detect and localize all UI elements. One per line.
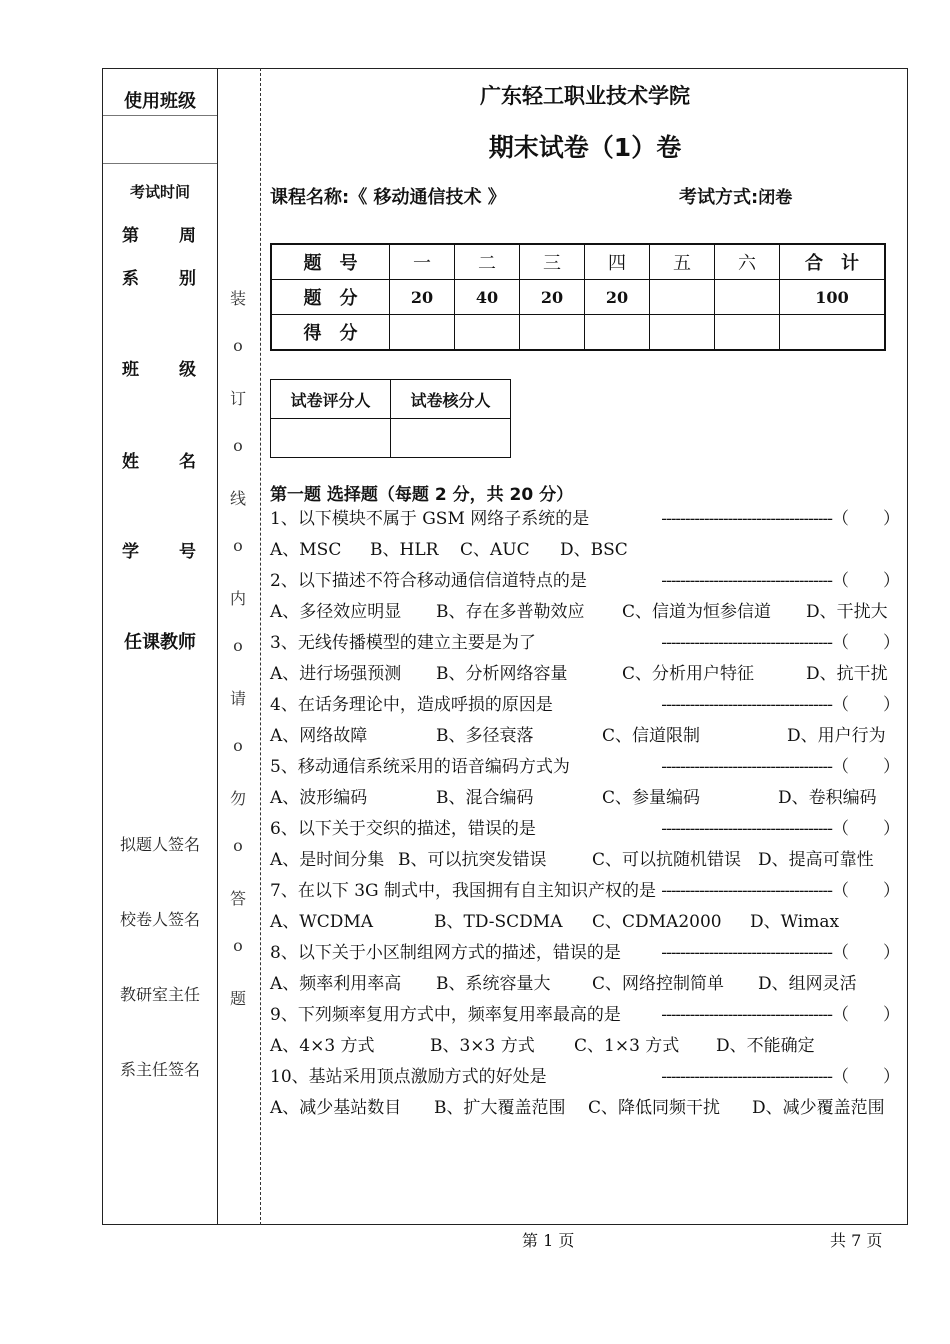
exam-mode: 考试方式:闭卷: [679, 187, 793, 208]
binding-char: 题: [229, 989, 246, 1008]
option-b: B、TD-SCDMA: [434, 912, 563, 932]
option-d: D、减少覆盖范围: [752, 1098, 885, 1118]
option-row: [270, 847, 900, 873]
divider: [103, 163, 217, 164]
binding-char: 答: [229, 889, 246, 908]
option-c: C、1×3 方式: [574, 1036, 680, 1056]
school-name: 广东轻工职业技术学院: [480, 84, 690, 108]
answer-blank[interactable]: （ ）: [832, 695, 900, 715]
score-cell[interactable]: [780, 315, 886, 351]
binding-line-divider: [260, 68, 261, 1225]
option-a: A、是时间分集: [270, 850, 385, 870]
option-row: [270, 661, 900, 687]
leader-dashes: ------------------------------------: [661, 571, 832, 591]
reviewer-signature-cell[interactable]: [391, 419, 511, 458]
binding-char: 内: [229, 589, 246, 608]
setter-signature-label: 拟题人签名: [119, 835, 200, 854]
binding-char: 请: [229, 689, 246, 708]
question-stem: 9、下列频率复用方式中，频率复用率最高的是 ------------------------------------ （ ）: [270, 1002, 900, 1028]
option-a: A、频率利用率高: [270, 974, 402, 994]
option-d: D、组网灵活: [758, 974, 857, 994]
question-stem: 6、以下关于交织的描述，错误的是 ------------------------------------ （ ）: [270, 816, 900, 842]
table-row: 题 号 一 二 三 四 五 六 合 计: [271, 244, 885, 280]
option-b: B、可以抗突发错误: [398, 850, 547, 870]
class-label: 使用班级: [124, 91, 196, 112]
score-cell[interactable]: [520, 315, 585, 351]
name-field: 姓 名: [122, 452, 196, 472]
question-stem: 5、移动通信系统采用的语音编码方式为 ------------------------------------ （ ）: [270, 754, 900, 780]
option-a: A、进行场强预测: [270, 664, 402, 684]
option-d: D、Wimax: [750, 912, 840, 932]
binding-char: 订: [229, 389, 246, 408]
option-d: D、抗干扰: [806, 664, 888, 684]
option-d: D、提高可靠性: [758, 850, 874, 870]
table-row: 得 分: [271, 315, 885, 351]
answer-blank[interactable]: （ ）: [832, 943, 900, 963]
option-c: C、可以抗随机错误: [592, 850, 742, 870]
score-cell[interactable]: [455, 315, 520, 351]
leader-dashes: ------------------------------------: [661, 881, 832, 901]
course-name: 课程名称:《 移动通信技术 》: [270, 187, 506, 208]
teacher-label: 任课教师: [124, 632, 196, 653]
option-d: D、不能确定: [716, 1036, 815, 1056]
week-field: 第 周: [122, 226, 196, 246]
option-b: B、分析网络容量: [436, 664, 568, 684]
divider: [103, 115, 217, 116]
option-c: C、CDMA2000: [592, 912, 722, 932]
option-row: [270, 785, 900, 811]
page-number: 第 1 页: [522, 1231, 575, 1250]
question-stem: 10、基站采用顶点激励方式的好处是 ------------------------------------ （ ）: [270, 1064, 900, 1090]
grader-table: [270, 379, 511, 458]
student-id-field: 学 号: [122, 542, 196, 562]
score-cell[interactable]: [715, 315, 780, 351]
option-d: D、卷积编码: [778, 788, 877, 808]
exam-title: 期末试卷（1）卷: [488, 133, 682, 162]
left-column-divider: [217, 68, 218, 1225]
answer-blank[interactable]: （ ）: [832, 509, 900, 529]
option-a: A、波形编码: [270, 788, 368, 808]
option-a: A、减少基站数目: [270, 1098, 402, 1118]
score-cell[interactable]: [585, 315, 650, 351]
option-c: C、AUC: [460, 540, 530, 560]
binding-char: o: [233, 836, 243, 855]
question-stem: 7、在以下 3G 制式中，我国拥有自主知识产权的是 ------------------------------------ （ ）: [270, 878, 900, 904]
binding-char: 装: [229, 289, 246, 308]
option-b: B、3×3 方式: [430, 1036, 535, 1056]
leader-dashes: ------------------------------------: [661, 695, 832, 715]
option-c: C、分析用户特征: [622, 664, 755, 684]
leader-dashes: ------------------------------------: [661, 819, 832, 839]
binding-char: o: [233, 536, 243, 555]
option-row: [270, 1095, 900, 1121]
grader-label: 试卷评分人: [271, 380, 391, 419]
option-b: B、混合编码: [436, 788, 534, 808]
option-a: A、4×3 方式: [270, 1036, 375, 1056]
option-c: C、信道限制: [602, 726, 701, 746]
score-cell[interactable]: [390, 315, 455, 351]
answer-blank[interactable]: （ ）: [832, 881, 900, 901]
grader-signature-cell[interactable]: [271, 419, 391, 458]
option-b: B、HLR: [370, 540, 439, 560]
option-row: [270, 909, 900, 935]
answer-blank[interactable]: （ ）: [832, 819, 900, 839]
question-stem: 8、以下关于小区制组网方式的描述，错误的是 ------------------------------------ （ ）: [270, 940, 900, 966]
checker-signature-label: 校卷人签名: [119, 910, 200, 929]
binding-char: 勿: [229, 789, 246, 808]
option-row: [270, 1033, 900, 1059]
dept-head-signature-label: 系主任签名: [119, 1060, 200, 1079]
table-row: 题 分 20 40 20 20 100: [271, 280, 885, 315]
option-c: C、网络控制简单: [592, 974, 725, 994]
answer-blank[interactable]: （ ）: [832, 757, 900, 777]
answer-blank[interactable]: （ ）: [832, 571, 900, 591]
section-title: 第一题 选择题（每题 2 分，共 20 分）: [270, 485, 574, 505]
option-row: [270, 971, 900, 997]
option-a: A、WCDMA: [270, 912, 374, 932]
option-b: B、存在多普勒效应: [436, 602, 585, 622]
option-a: A、MSC: [270, 540, 342, 560]
answer-blank[interactable]: （ ）: [832, 633, 900, 653]
answer-blank[interactable]: （ ）: [832, 1067, 900, 1087]
leader-dashes: ------------------------------------: [661, 633, 832, 653]
leader-dashes: ------------------------------------: [661, 1005, 832, 1025]
option-b: B、扩大覆盖范围: [434, 1098, 566, 1118]
question-stem: 2、以下描述不符合移动通信信道特点的是 ------------------------------------ （ ）: [270, 568, 900, 594]
option-row: [270, 537, 900, 563]
leader-dashes: ------------------------------------: [661, 1067, 832, 1087]
option-b: B、多径衰落: [436, 726, 534, 746]
score-table: [270, 243, 886, 351]
question-stem: 4、在话务理论中，造成呼损的原因是 ------------------------------------ （ ）: [270, 692, 900, 718]
question-stem: 1、以下模块不属于 GSM 网络子系统的是 ------------------------------------ （ ）: [270, 506, 900, 532]
option-a: A、网络故障: [270, 726, 368, 746]
binding-char: o: [233, 436, 243, 455]
binding-char: 线: [229, 489, 246, 508]
answer-blank[interactable]: （ ）: [832, 1005, 900, 1025]
option-row: [270, 599, 900, 625]
binding-char: o: [233, 736, 243, 755]
option-c: C、参量编码: [602, 788, 701, 808]
question-stem: 3、无线传播模型的建立主要是为了 ------------------------------------ （ ）: [270, 630, 900, 656]
binding-char: o: [233, 936, 243, 955]
office-director-label: 教研室主任: [119, 985, 200, 1004]
exam-time-label: 考试时间: [129, 183, 190, 201]
option-row: [270, 723, 900, 749]
department-field: 系 别: [122, 269, 196, 289]
option-a: A、多径效应明显: [270, 602, 402, 622]
option-c: C、信道为恒参信道: [622, 602, 772, 622]
score-cell[interactable]: [650, 315, 715, 351]
option-d: D、BSC: [560, 540, 628, 560]
class-field: 班 级: [122, 360, 196, 380]
option-c: C、降低同频干扰: [588, 1098, 721, 1118]
binding-char: o: [233, 336, 243, 355]
binding-char: o: [233, 636, 243, 655]
option-d: D、用户行为: [787, 726, 886, 746]
leader-dashes: ------------------------------------: [661, 757, 832, 777]
leader-dashes: ------------------------------------: [661, 943, 832, 963]
reviewer-label: 试卷核分人: [391, 380, 511, 419]
page-total: 共 7 页: [830, 1231, 883, 1250]
option-b: B、系统容量大: [436, 974, 551, 994]
option-d: D、干扰大: [806, 602, 888, 622]
leader-dashes: ------------------------------------: [661, 509, 832, 529]
